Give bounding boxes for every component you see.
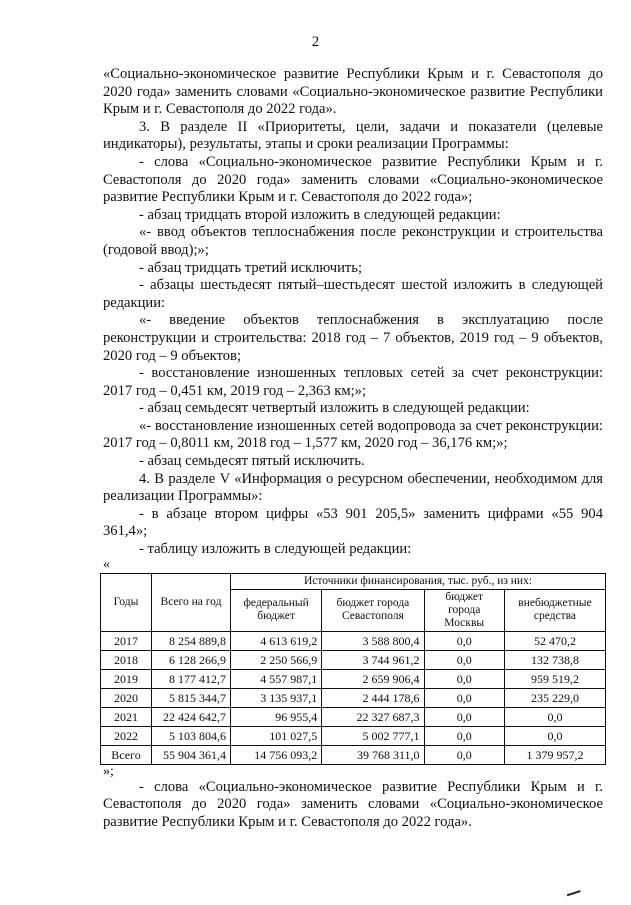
cell-extrabudget: 235 229,0: [504, 688, 605, 707]
cell-moscow: 0,0: [424, 669, 504, 688]
table-row: [101, 688, 606, 707]
cell-extrabudget: 132 738,8: [504, 650, 605, 669]
cell-federal: 4 557 987,1: [231, 669, 322, 688]
cell-sevastopol: 3 588 800,4: [322, 631, 424, 650]
paragraph: - восстановление изношенных тепловых сетей за счет реконструкции: 2017 год – 0,451 км, 2019 год – 2,363 км;»;: [103, 365, 603, 399]
cell-total: 8 177 412,7: [152, 669, 231, 688]
cell-sevastopol: 3 744 961,2: [322, 650, 424, 669]
cell-year: 2018: [101, 650, 152, 669]
cell-year: Всего: [101, 745, 152, 764]
cell-federal: 96 955,4: [231, 707, 322, 726]
amendment-paragraphs: [103, 66, 603, 559]
cell-extrabudget: 0,0: [504, 707, 605, 726]
cell-moscow: 0,0: [424, 726, 504, 745]
paragraph: - в абзаце втором цифры «53 901 205,5» заменить цифрами «55 904 361,4»;: [103, 505, 603, 540]
cell-federal: 3 135 937,1: [231, 688, 322, 707]
cell-extrabudget: 1 379 957,2: [504, 745, 605, 764]
cell-total: 8 254 889,8: [152, 631, 231, 650]
cell-year: 2021: [101, 707, 152, 726]
table-row: [101, 707, 606, 726]
paragraph: - абзац семьдесят пятый исключить.: [139, 453, 365, 470]
cell-sevastopol: 2 659 906,4: [322, 669, 424, 688]
table-body: [101, 631, 606, 764]
paragraph: - абзац тридцать второй изложить в следующей редакции:: [139, 206, 501, 223]
paragraph: - абзацы шестьдесят пятый–шестьдесят шестой изложить в следующей редакции:: [103, 277, 603, 311]
cell-year: 2019: [101, 669, 152, 688]
header-moscow: бюджет города Москвы: [424, 589, 504, 631]
header-total: Всего на год: [152, 573, 231, 631]
table-row: [101, 745, 606, 764]
paragraph-bottom: - слова «Социально-экономическое развитие Республики Крым и г. Севастополя до 2020 года» заменить словами «Социально-экономическое развитие Республики Крым и г. Севастополя до 2022 года».: [103, 778, 603, 830]
paragraph: «Социально-экономическое развитие Республики Крым и г. Севастополя до 2020 года» заменить словами «Социально-экономическое развитие Республики Крым и г. Севастополя до 2022 года».: [103, 66, 603, 118]
cell-year: 2017: [101, 631, 152, 650]
page-number: 2: [311, 34, 320, 50]
corner-mark: [567, 890, 583, 904]
paragraph: «- восстановление изношенных сетей водопровода за счет реконструкции: 2017 год – 0,8011 км, 2018 год – 1,577 км, 2020 год – 36,176 км;»;: [103, 417, 603, 452]
cell-year: 2020: [101, 688, 152, 707]
table-open-quote: «: [103, 556, 110, 572]
cell-federal: 14 756 093,2: [231, 745, 322, 764]
cell-federal: 101 027,5: [231, 726, 322, 745]
cell-sevastopol: 22 327 687,3: [322, 707, 424, 726]
cell-total: 6 128 266,9: [152, 650, 231, 669]
table-row: [101, 669, 606, 688]
header-extrabudget: внебюджетные средства: [504, 589, 605, 631]
cell-moscow: 0,0: [424, 650, 504, 669]
table-row: [101, 726, 606, 745]
cell-extrabudget: 52 470,2: [504, 631, 605, 650]
paragraph: - абзац тридцать третий исключить;: [139, 259, 363, 276]
paragraph: «- введение объектов теплоснабжения в эксплуатацию после реконструкции и строительства: 2018 год – 7 объектов, 2019 год – 9 объектов, 2020 год – 9 объектов;: [103, 312, 603, 364]
document-body: [103, 66, 603, 831]
paragraph: «- ввод объектов теплоснабжения после реконструкции и строительства (годовой ввод);»;: [103, 224, 603, 258]
table-close-quote: »;: [103, 763, 114, 779]
header-sevastopol: бюджет города Севастополя: [322, 589, 424, 631]
cell-sevastopol: 39 768 311,0: [322, 745, 424, 764]
paragraph: 4. В разделе V «Информация о ресурсном обеспечении, необходимом для реализации Программы»:: [103, 470, 603, 505]
paragraph: - таблицу изложить в следующей редакции:: [139, 541, 412, 558]
paragraph: - слова «Социально-экономическое развитие Республики Крым и г. Севастополя до 2020 года» заменить словами «Социально-экономическое развитие Республики Крым и г. Севастополя до 2022 года»;: [103, 153, 603, 206]
cell-total: 5 103 804,6: [152, 726, 231, 745]
cell-extrabudget: 959 519,2: [504, 669, 605, 688]
table-row: [101, 650, 606, 669]
cell-moscow: 0,0: [424, 688, 504, 707]
cell-federal: 4 613 619,2: [231, 631, 322, 650]
cell-sevastopol: 5 002 777,1: [322, 726, 424, 745]
financing-table: [100, 573, 606, 765]
paragraph: 3. В разделе II «Приоритеты, цели, задачи и показатели (целевые индикаторы), результаты, этапы и сроки реализации Программы:: [103, 118, 603, 153]
cell-year: 2022: [101, 726, 152, 745]
cell-moscow: 0,0: [424, 745, 504, 764]
cell-total: 22 424 642,7: [152, 707, 231, 726]
cell-total: 55 904 361,4: [152, 745, 231, 764]
header-federal: федеральный бюджет: [231, 589, 322, 631]
cell-total: 5 815 344,7: [152, 688, 231, 707]
cell-extrabudget: 0,0: [504, 726, 605, 745]
cell-moscow: 0,0: [424, 631, 504, 650]
table-row: [101, 631, 606, 650]
header-sources: Источники финансирования, тыс. руб., из них:: [231, 573, 606, 589]
cell-federal: 2 250 566,9: [231, 650, 322, 669]
cell-sevastopol: 2 444 178,6: [322, 688, 424, 707]
cell-moscow: 0,0: [424, 707, 504, 726]
header-years: Годы: [101, 573, 152, 631]
paragraph: - абзац семьдесят четвертый изложить в следующей редакции:: [139, 400, 530, 417]
